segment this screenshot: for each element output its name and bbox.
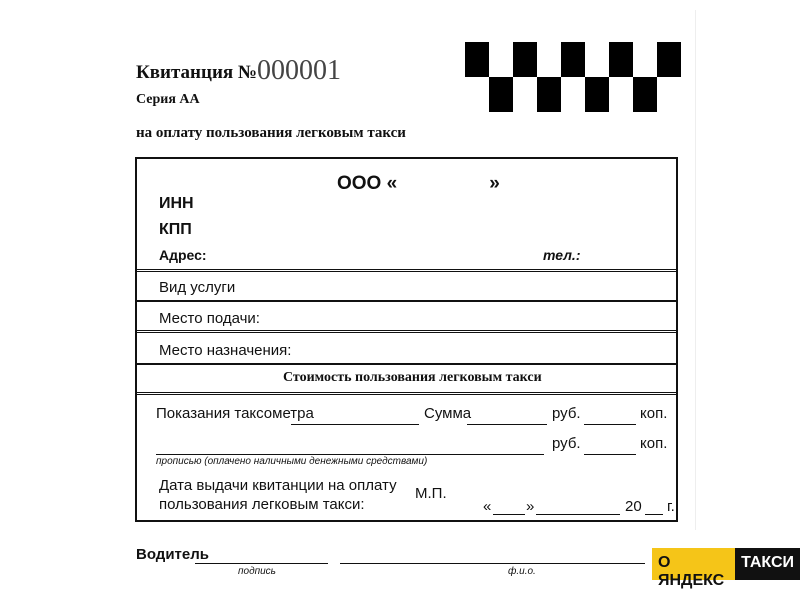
company-close-quote: » — [489, 173, 500, 194]
issue-date-label-line2: пользования легковым такси: — [159, 496, 365, 513]
receipt-purpose: на оплату пользования легковым такси — [136, 125, 406, 141]
stamp-place-label: М.П. — [415, 485, 447, 502]
receipt-series: Серия АА — [136, 92, 200, 107]
service-field[interactable]: Вид услуги — [159, 279, 236, 296]
divider — [137, 330, 676, 333]
year-suffix: г. — [667, 498, 675, 515]
driver-signature-input[interactable] — [195, 563, 328, 564]
pickup-field[interactable]: Место подачи: — [159, 310, 260, 327]
cost-section-title: Стоимость пользования легковым такси — [283, 370, 542, 385]
receipt-form — [135, 157, 678, 522]
badge-part1: О ЯНДЕКС — [652, 548, 735, 580]
driver-name-input[interactable] — [340, 563, 645, 564]
destination-field[interactable]: Место назначения: — [159, 342, 292, 359]
signature-hint: подпись — [238, 566, 276, 577]
badge-part2: ТАКСИ — [735, 548, 800, 580]
sum-input[interactable] — [467, 424, 547, 425]
date-day-input[interactable] — [493, 514, 525, 515]
company-prefix: ООО « — [337, 173, 398, 194]
kpp-label: КПП — [159, 221, 192, 238]
meter-input[interactable] — [291, 424, 419, 425]
yandex-taxi-badge — [652, 548, 800, 589]
company-name-field[interactable] — [337, 173, 500, 195]
divider — [137, 363, 676, 365]
inn-label: ИНН — [159, 195, 194, 212]
divider — [137, 269, 676, 272]
date-month-input[interactable] — [536, 514, 620, 515]
kop-input-2[interactable] — [584, 454, 636, 455]
receipt-number: 000001 — [257, 55, 341, 86]
divider — [137, 300, 676, 302]
divider — [137, 392, 676, 395]
sum-label: Сумма — [424, 405, 472, 422]
year-prefix: 20 — [625, 498, 642, 515]
date-year-input[interactable] — [645, 514, 663, 515]
sum-in-words-input[interactable] — [156, 454, 544, 455]
rub-label-2: руб. — [552, 435, 581, 452]
in-words-hint: прописью (оплачено наличными денежными средствами) — [156, 456, 428, 467]
kop-label-2: коп. — [640, 435, 668, 452]
issue-date-label-line1: Дата выдачи квитанции на оплату — [159, 477, 397, 494]
kop-label: коп. — [640, 405, 668, 422]
address-label: Адрес: — [159, 247, 207, 263]
driver-label: Водитель — [136, 546, 209, 563]
phone-label: тел.: — [543, 247, 581, 263]
date-open-quote: « — [483, 498, 492, 515]
taxi-checker-logo — [465, 42, 681, 112]
full-name-hint: ф.и.о. — [508, 566, 536, 577]
kop-input[interactable] — [584, 424, 636, 425]
date-close-quote: » — [526, 498, 535, 515]
rub-label: руб. — [552, 405, 581, 422]
meter-label: Показания таксометра — [156, 405, 314, 422]
receipt-title: Квитанция № — [136, 62, 258, 83]
